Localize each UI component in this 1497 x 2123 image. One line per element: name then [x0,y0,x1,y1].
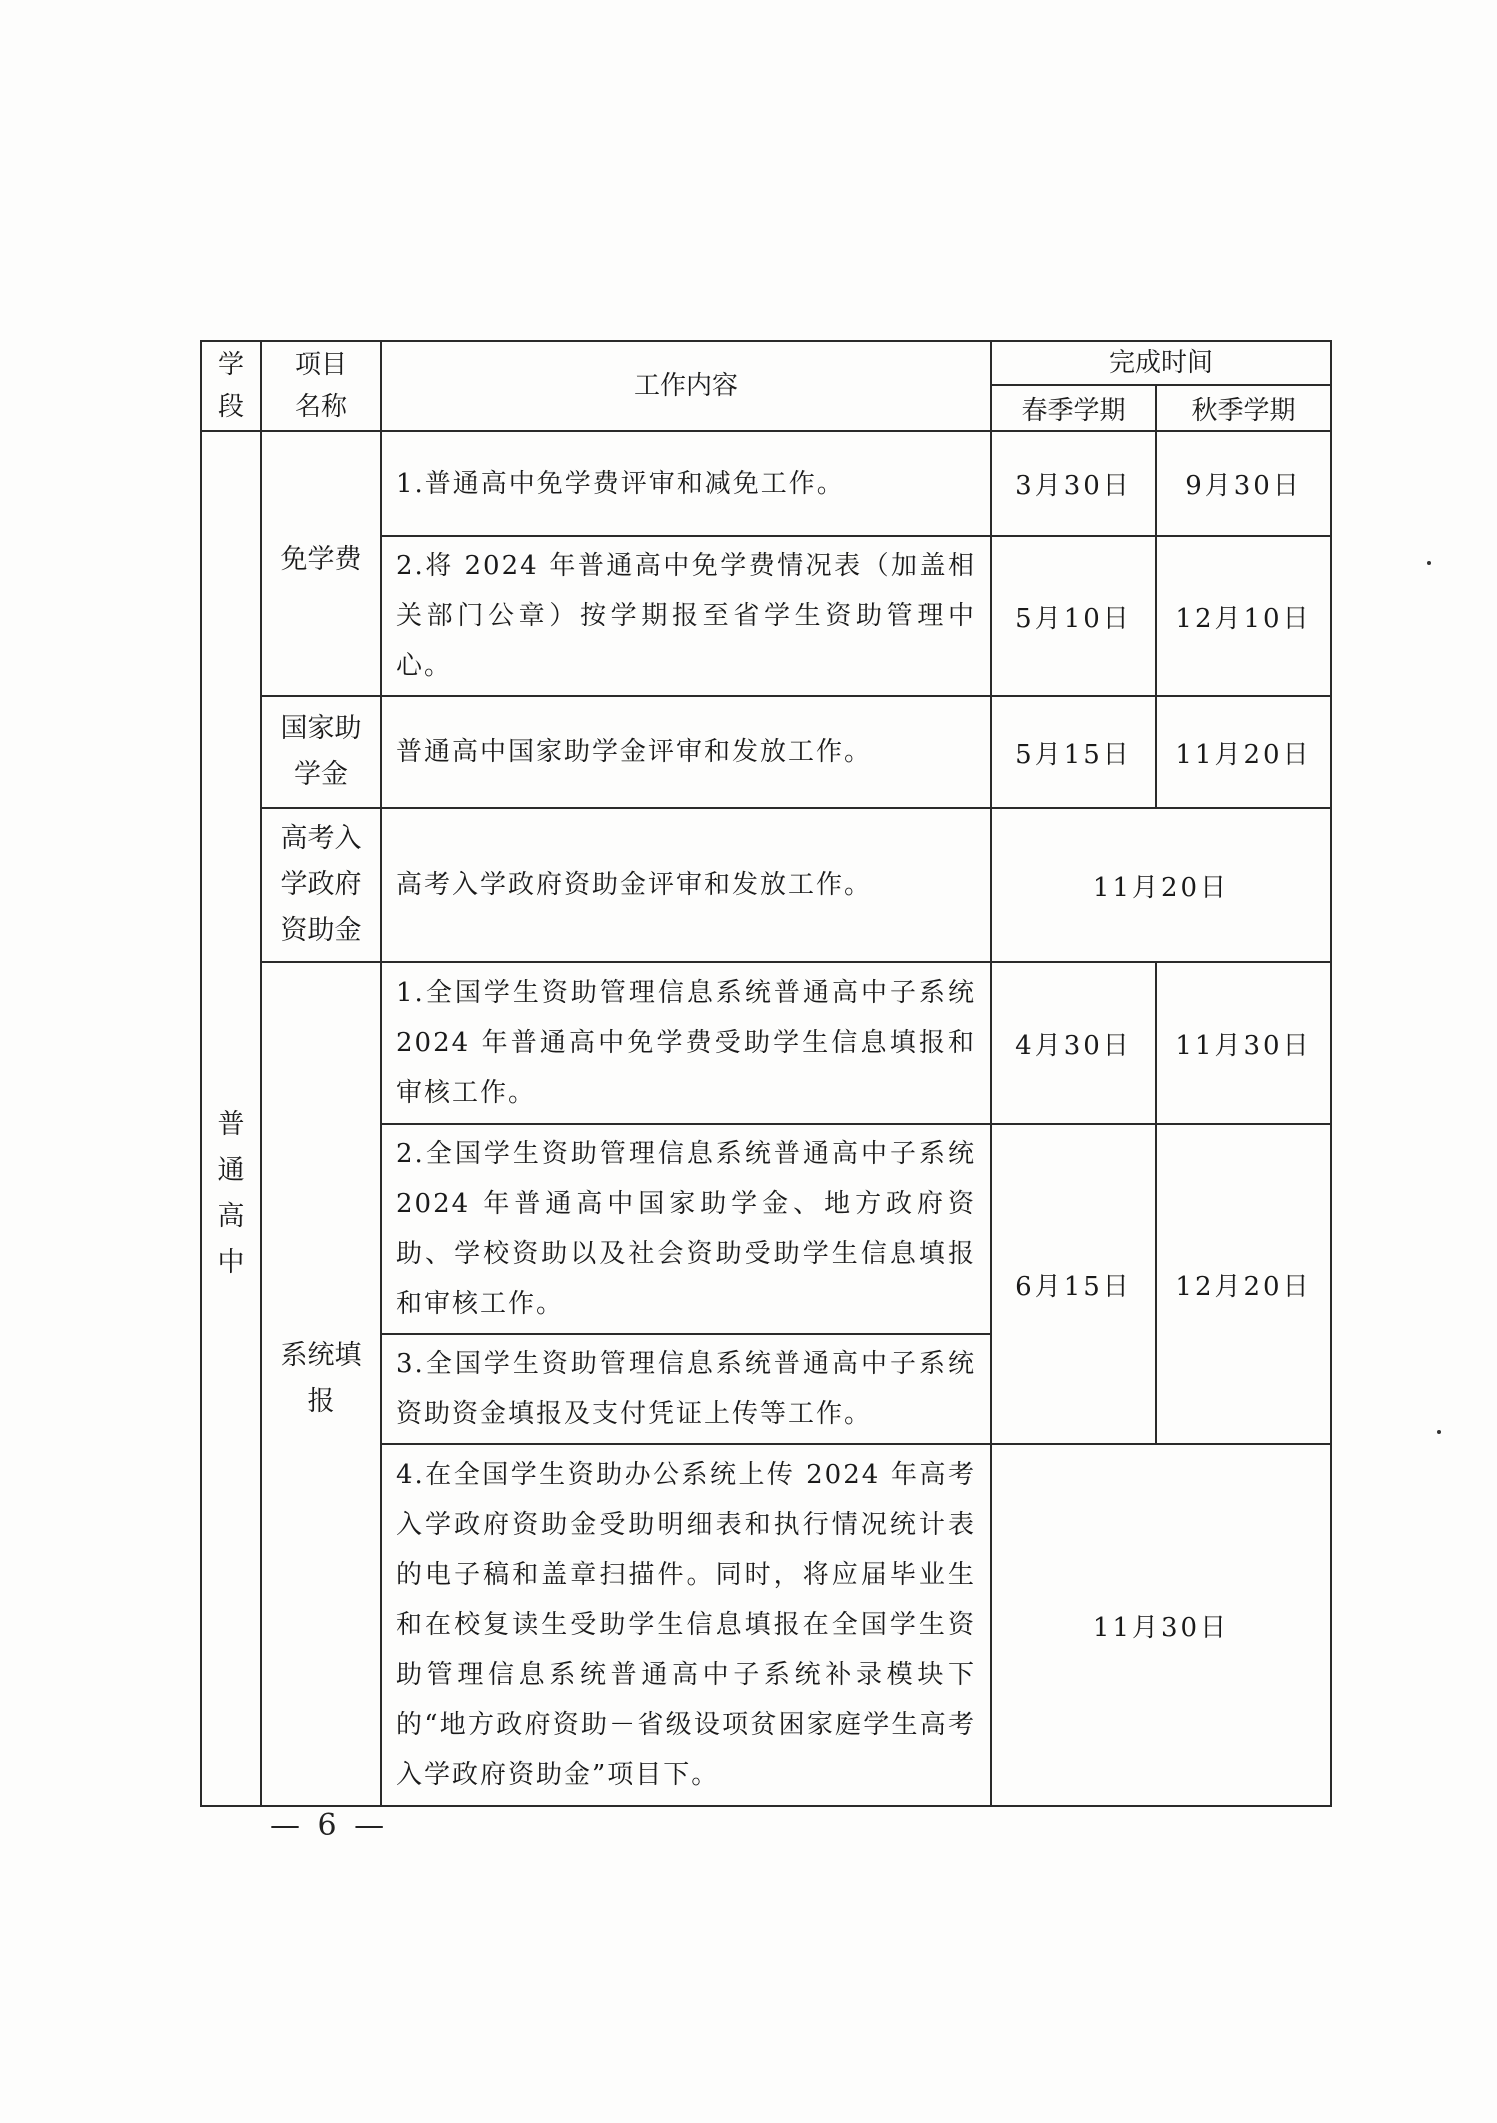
content-system-1: 1.全国学生资助管理信息系统普通高中子系统 2024 年普通高中免学费受助学生信息填报和审核工作。 [381,962,991,1124]
page-number: — 6 — [270,1808,389,1843]
project-system-filing: 系统填报 [261,962,381,1806]
date-full-year: 11月30日 [991,1444,1331,1806]
date-spring: 3月30日 [991,431,1156,536]
work-schedule-table [200,340,1332,1807]
date-autumn: 11月30日 [1156,962,1331,1124]
header-stage: 学段 [201,341,261,431]
date-autumn: 12月10日 [1156,536,1331,696]
scan-speck [1437,1430,1441,1434]
header-project: 项目名称 [261,341,381,431]
project-national-grant: 国家助学金 [261,696,381,808]
table-row [201,808,1331,962]
content-system-2: 2.全国学生资助管理信息系统普通高中子系统 2024 年普通高中国家助学金、地方政府资助、学校资助以及社会资助受助学生信息填报和审核工作。 [381,1124,991,1334]
content-system-3: 3.全国学生资助管理信息系统普通高中子系统资助资金填报及支付凭证上传等工作。 [381,1334,991,1444]
table-row [201,431,1331,536]
content-gaokao-1: 高考入学政府资助金评审和发放工作。 [381,808,991,962]
header-content: 工作内容 [381,341,991,431]
date-autumn: 12月20日 [1156,1124,1331,1444]
table-row [201,696,1331,808]
date-spring: 6月15日 [991,1124,1156,1444]
date-full-year: 11月20日 [991,808,1331,962]
date-spring: 4月30日 [991,962,1156,1124]
header-completion-time: 完成时间 [991,341,1331,385]
header-spring-term: 春季学期 [991,385,1156,431]
date-spring: 5月15日 [991,696,1156,808]
scan-speck [1427,561,1431,565]
content-tuition-1: 1.普通高中免学费评审和减免工作。 [381,431,991,536]
project-gaokao-aid: 高考入学政府资助金 [261,808,381,962]
date-autumn: 9月30日 [1156,431,1331,536]
header-autumn-term: 秋季学期 [1156,385,1331,431]
content-grant-1: 普通高中国家助学金评审和发放工作。 [381,696,991,808]
stage-cell: 普通高中 [201,431,261,1806]
table-header-row [201,341,1331,385]
content-tuition-2: 2.将 2024 年普通高中免学费情况表（加盖相关部门公章）按学期报至省学生资助管理中心。 [381,536,991,696]
date-spring: 5月10日 [991,536,1156,696]
table-row [201,962,1331,1124]
date-autumn: 11月20日 [1156,696,1331,808]
content-system-4: 4.在全国学生资助办公系统上传 2024 年高考入学政府资助金受助明细表和执行情况统计表的电子稿和盖章扫描件。同时，将应届毕业生和在校复读生受助学生信息填报在全国学生资助管理信息系统普通高中子系统补录模块下的“地方政府资助－省级设项贫困家庭学生高考入学政府资助金”项目下。 [381,1444,991,1806]
project-tuition: 免学费 [261,431,381,696]
